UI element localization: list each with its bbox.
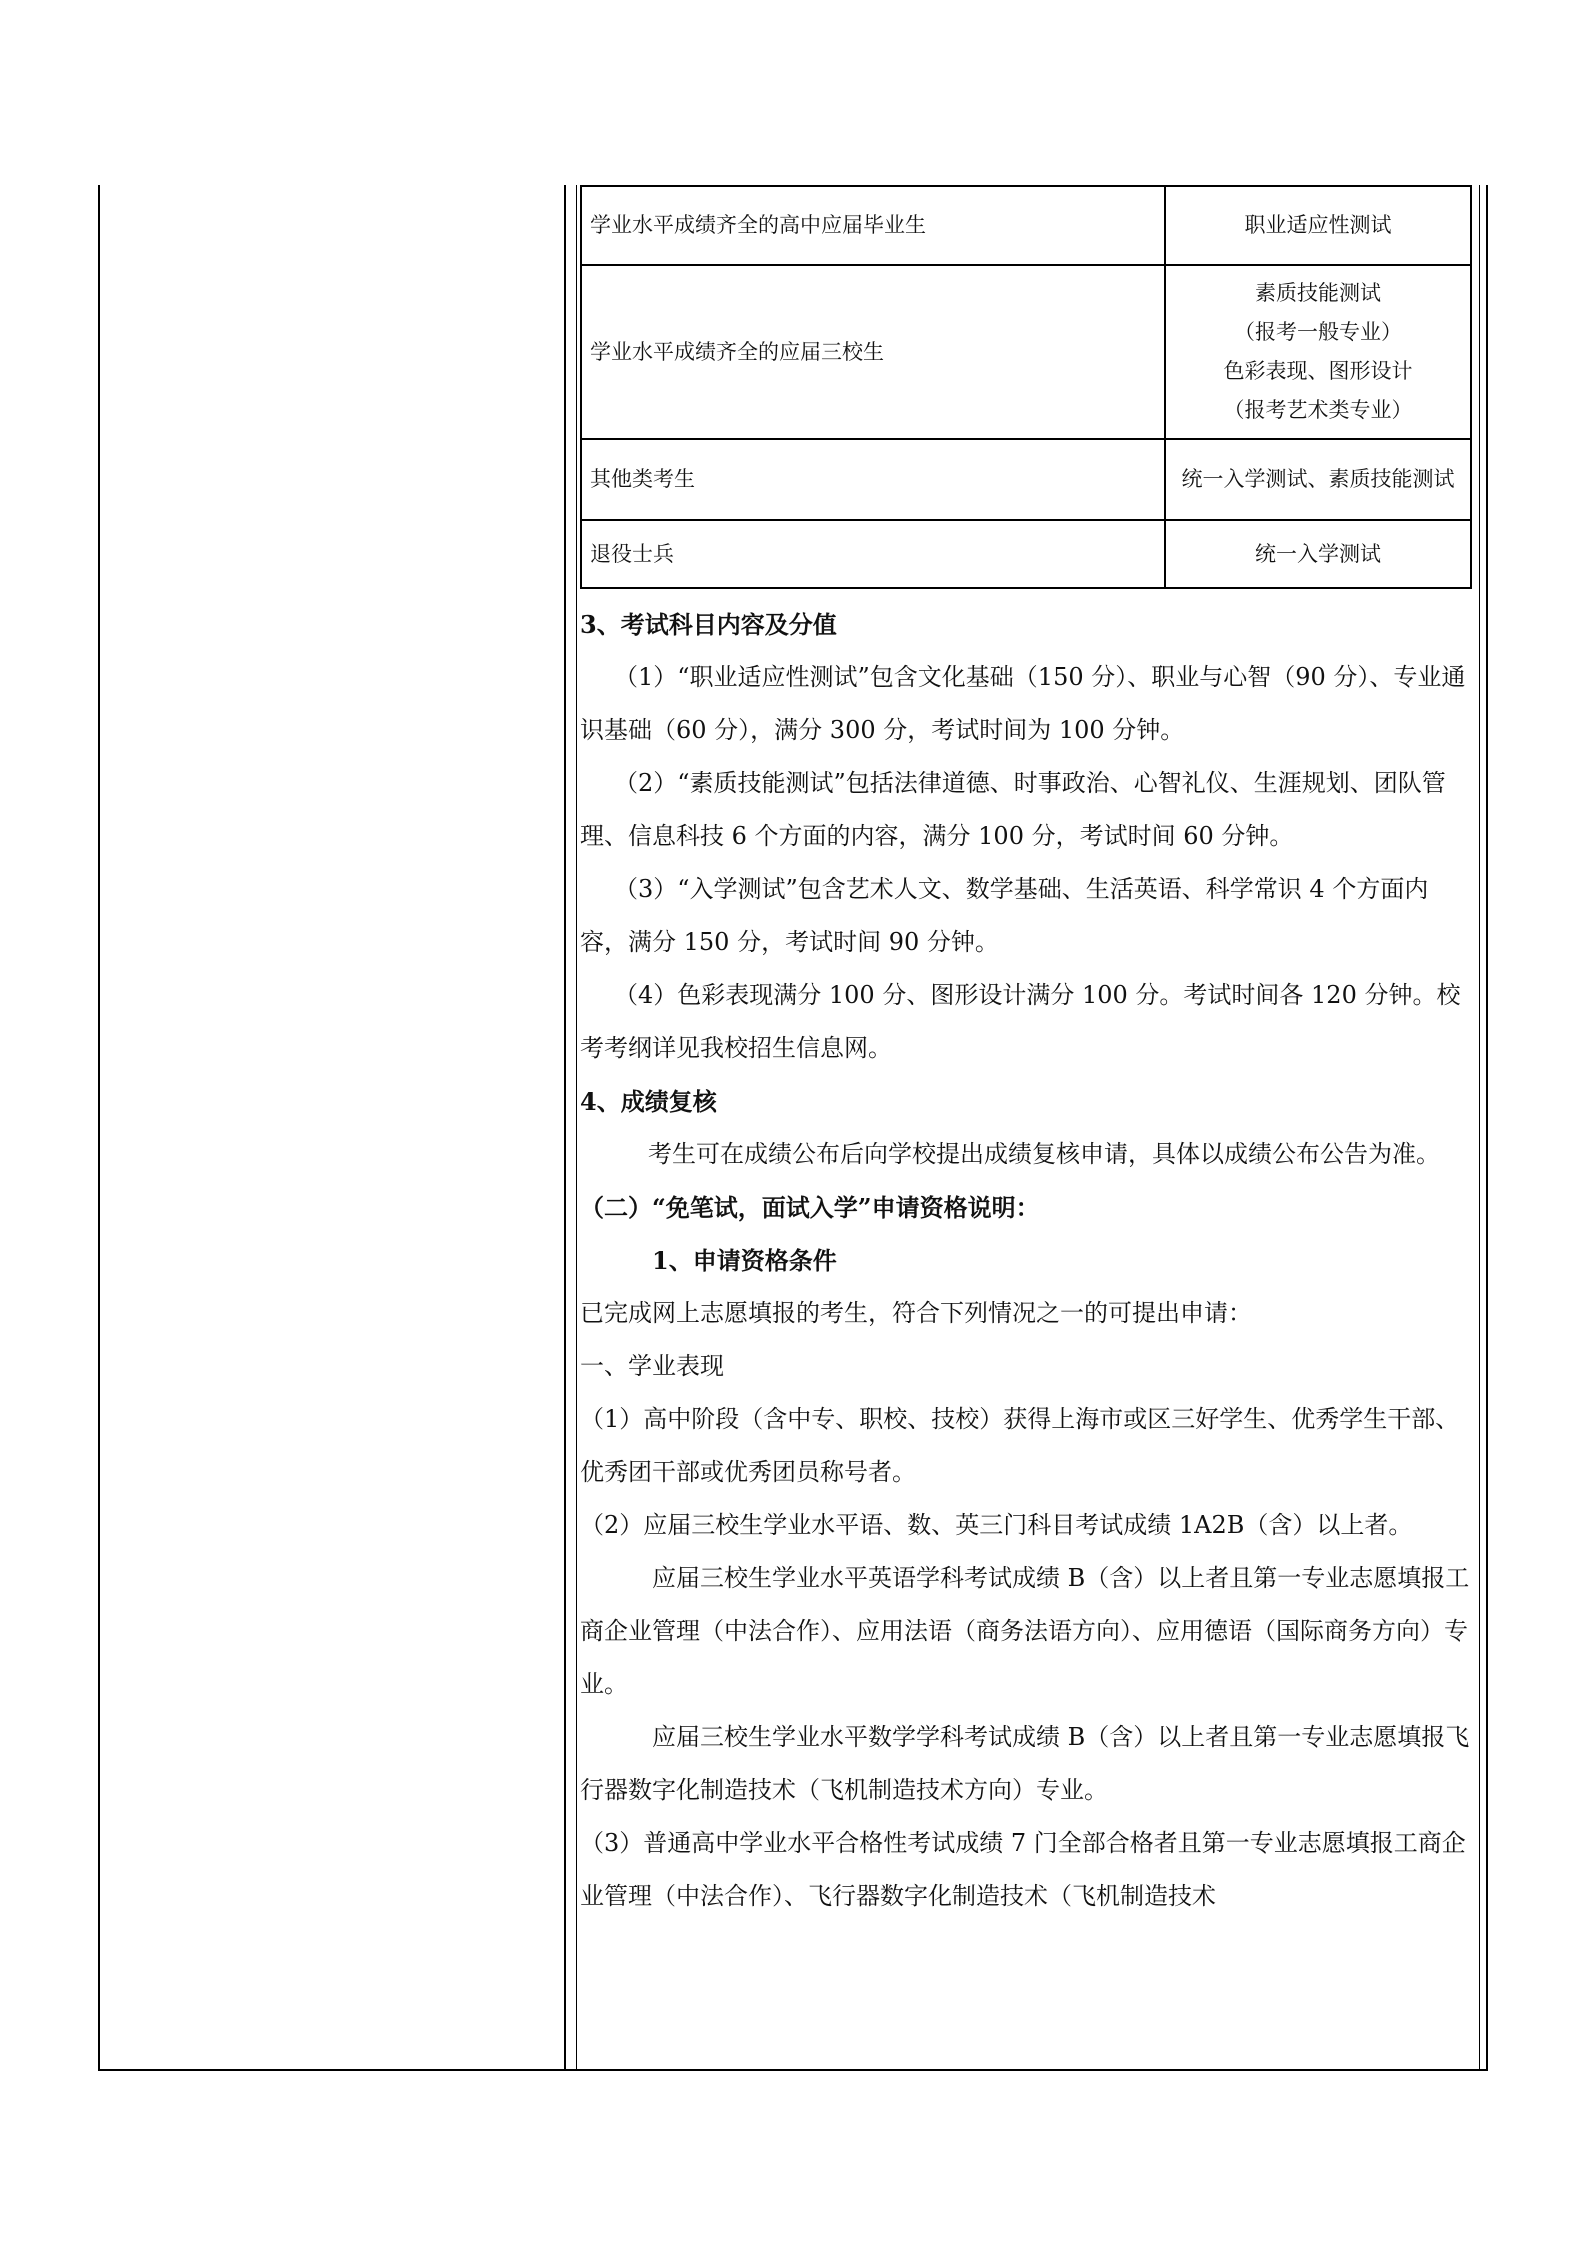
table-row xyxy=(581,439,1471,520)
table-row xyxy=(581,520,1471,588)
paragraph: 应届三校生学业水平英语学科考试成绩 B（含）以上者且第一专业志愿填报工商企业管理（中法合作）、应用法语（商务法语方向）、应用德语（国际商务方向）专业。 xyxy=(580,1564,1470,1698)
sub-heading: 1、申请资格条件 xyxy=(652,1246,837,1275)
exam-subject-line: 统一入学测试、素质技能测试 xyxy=(1181,467,1455,491)
exam-subject-line: 色彩表现、图形设计 xyxy=(1223,359,1413,383)
table-row xyxy=(581,265,1471,439)
column-divider-inner xyxy=(576,185,577,2071)
list-heading: 一、学业表现 xyxy=(580,1352,724,1380)
exam-subject-line: 素质技能测试 xyxy=(1255,281,1381,305)
paragraph: 已完成网上志愿填报的考生，符合下列情况之一的可提出申请： xyxy=(580,1299,1252,1327)
exam-subject xyxy=(1165,520,1471,588)
paragraph: （3）“入学测试”包含艺术人文、数学基础、生活英语、科学常识 4 个方面内容，满分 150 分，考试时间 90 分钟。 xyxy=(580,875,1429,956)
section-heading: 3、考试科目内容及分值 xyxy=(580,610,837,639)
paragraph: 应届三校生学业水平数学学科考试成绩 B（含）以上者且第一专业志愿填报飞行器数字化制造技术（飞机制造技术方向）专业。 xyxy=(580,1723,1470,1804)
section-heading: （二）“免笔试，面试入学”申请资格说明： xyxy=(580,1193,1040,1222)
paragraph: （3）普通高中学业水平合格性考试成绩 7 门全部合格者且第一专业志愿填报工商企业管理（中法合作）、飞行器数字化制造技术（飞机制造技术 xyxy=(580,1829,1466,1910)
candidate-category: 其他类考生 xyxy=(581,439,1165,520)
paragraph: （4）色彩表现满分 100 分、图形设计满分 100 分。考试时间各 120 分钟。校考考纲详见我校招生信息网。 xyxy=(580,981,1461,1062)
column-divider xyxy=(564,185,566,2071)
main-content xyxy=(580,598,1472,1923)
candidate-category: 学业水平成绩齐全的高中应届毕业生 xyxy=(581,186,1165,265)
section-heading: 4、成绩复核 xyxy=(580,1087,717,1116)
candidate-category: 退役士兵 xyxy=(581,520,1165,588)
exam-subject-line: 统一入学测试 xyxy=(1255,541,1381,566)
paragraph: （1）高中阶段（含中专、职校、技校）获得上海市或区三好学生、优秀学生干部、优秀团干部或优秀团员称号者。 xyxy=(580,1405,1460,1486)
table-row xyxy=(581,186,1471,265)
exam-subject-line: 职业适应性测试 xyxy=(1244,213,1392,237)
exam-subject-table xyxy=(580,185,1472,589)
paragraph: （2）应届三校生学业水平语、数、英三门科目考试成绩 1A2B（含）以上者。 xyxy=(580,1511,1413,1539)
exam-subject-line: （报考艺术类专业） xyxy=(1223,398,1413,422)
right-border-inner xyxy=(1479,185,1480,2071)
paragraph: （2）“素质技能测试”包括法律道德、时事政治、心智礼仪、生涯规划、团队管理、信息科技 6 个方面的内容，满分 100 分，考试时间 60 分钟。 xyxy=(580,769,1446,850)
paragraph: 考生可在成绩公布后向学校提出成绩复核申请，具体以成绩公布公告为准。 xyxy=(648,1140,1440,1168)
exam-subject xyxy=(1165,439,1471,520)
exam-subject-line: （报考一般专业） xyxy=(1234,320,1402,344)
exam-subject xyxy=(1165,265,1471,439)
candidate-category: 学业水平成绩齐全的应届三校生 xyxy=(581,265,1165,439)
paragraph: （1）“职业适应性测试”包含文化基础（150 分）、职业与心智（90 分）、专业通识基础（60 分），满分 300 分，考试时间为 100 分钟。 xyxy=(580,663,1466,744)
exam-subject xyxy=(1165,186,1471,265)
